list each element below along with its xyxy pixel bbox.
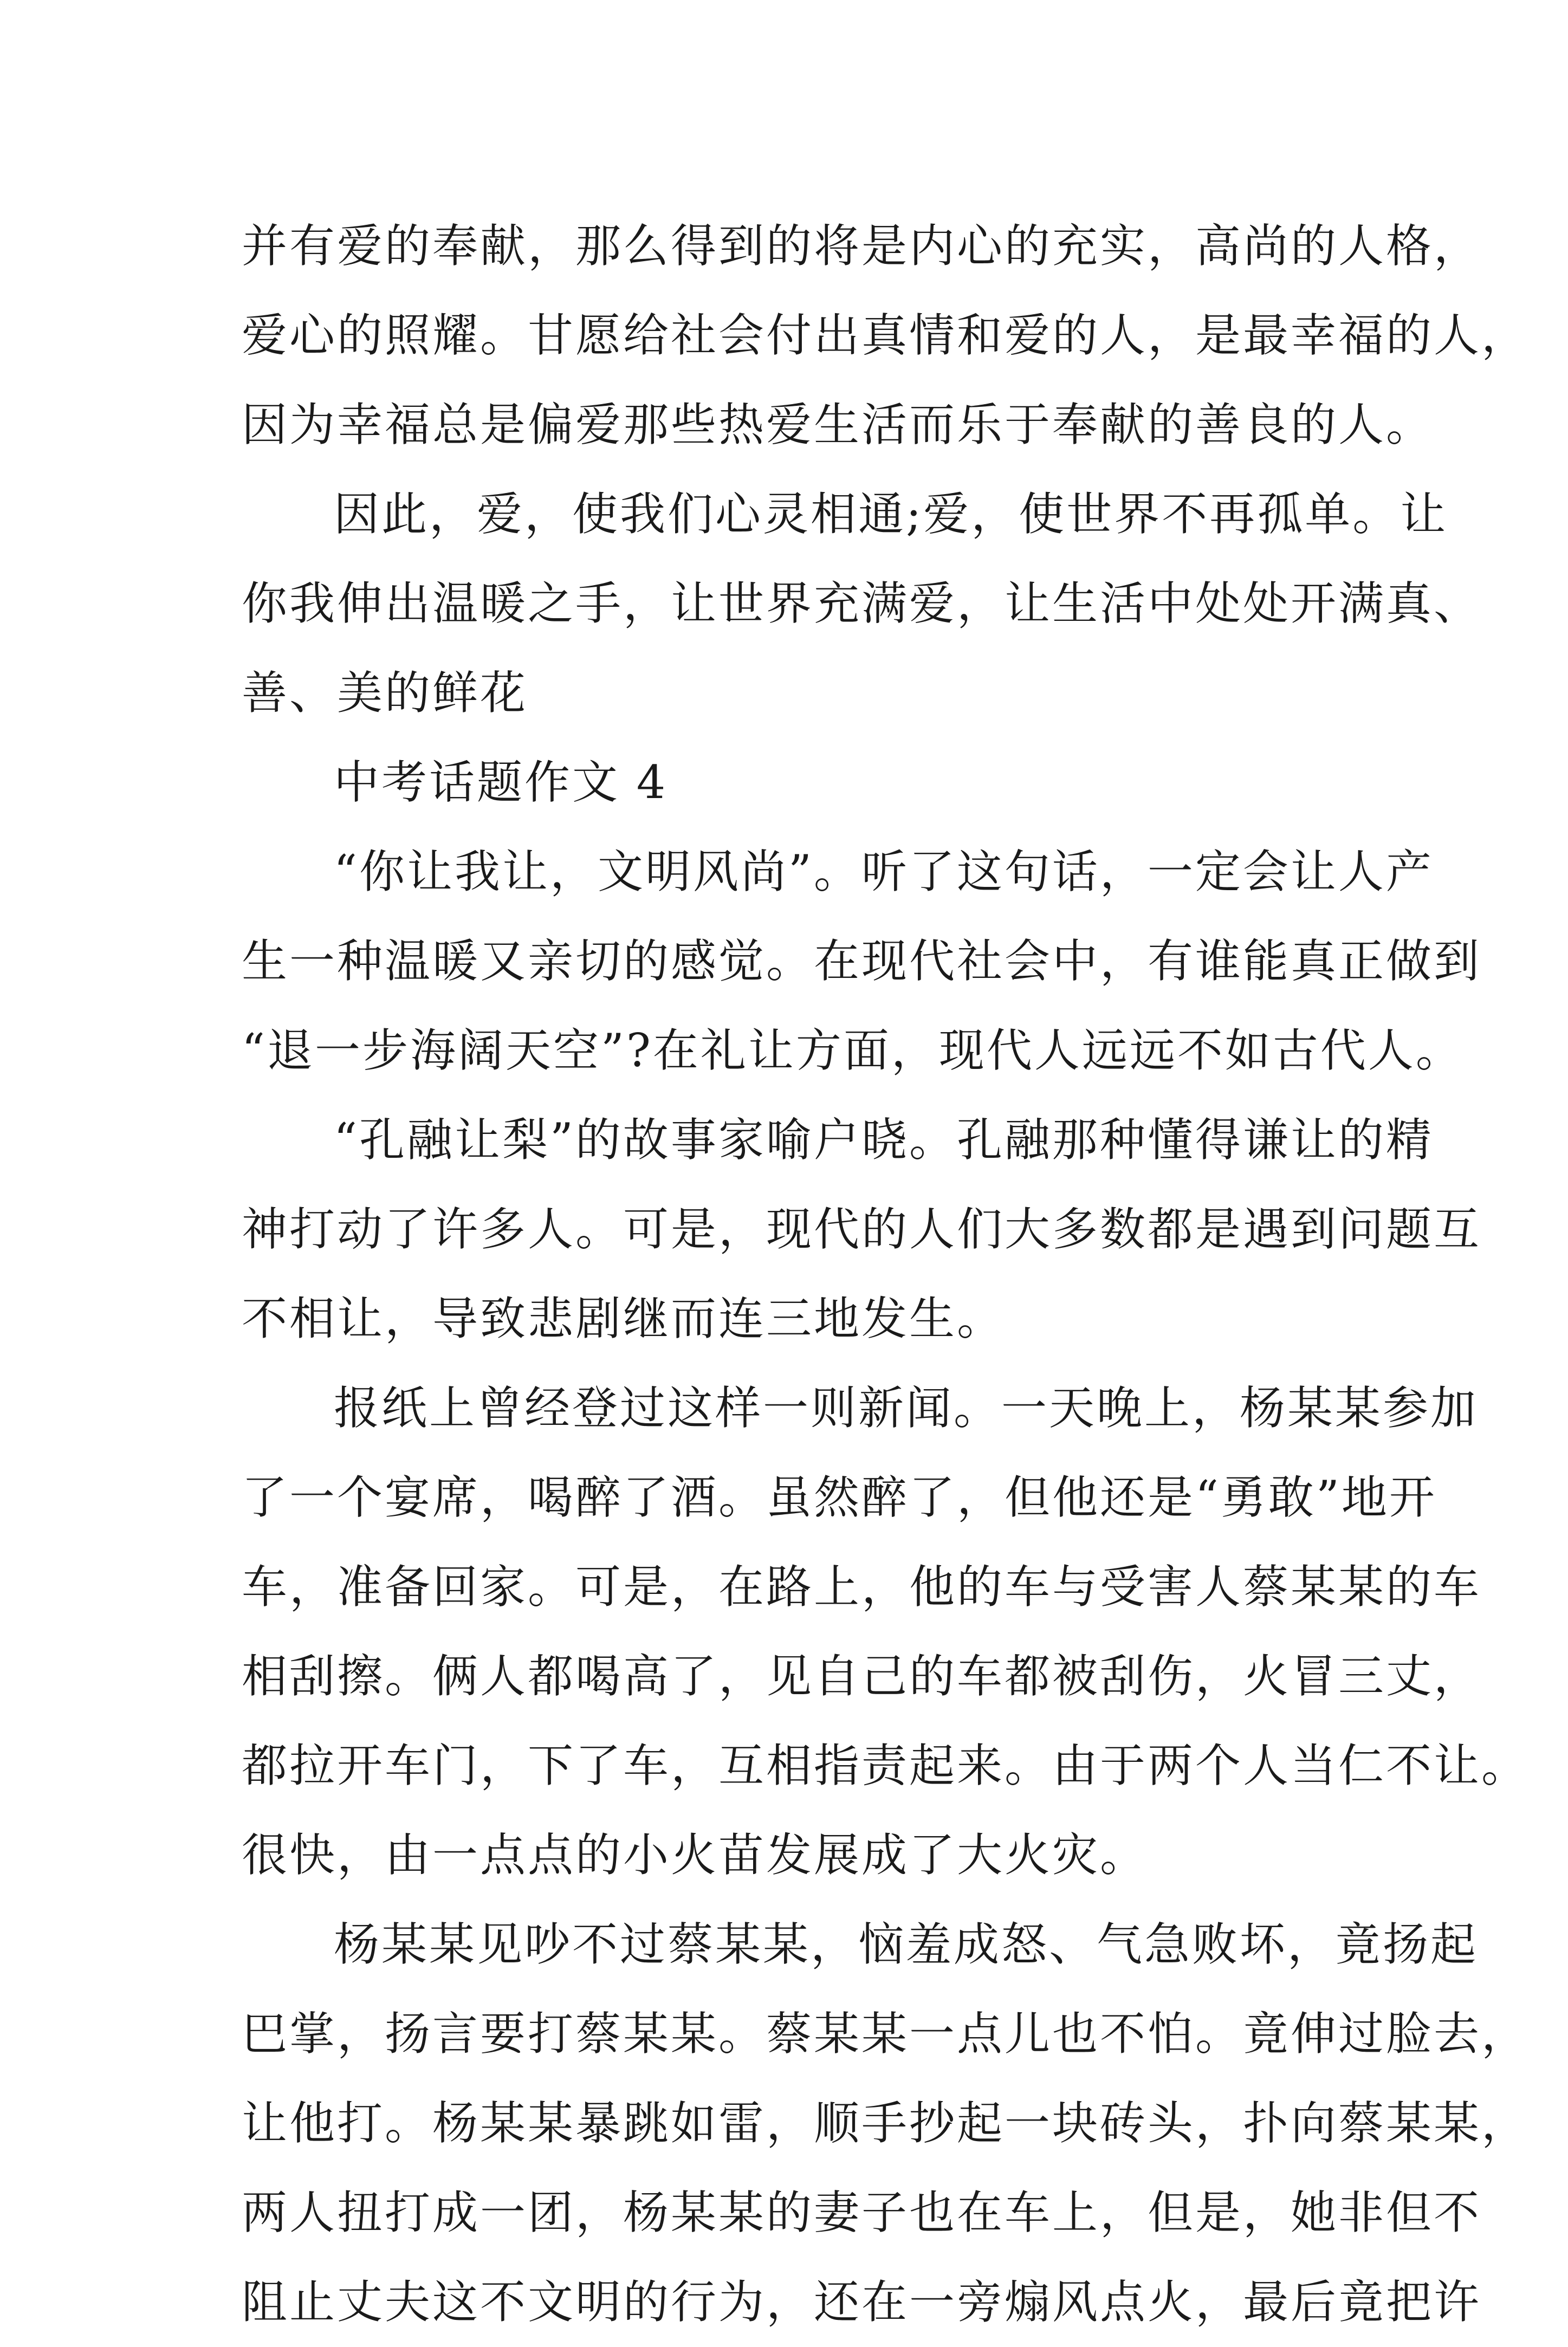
text-line: 车，准备回家。可是，在路上，他的车与受害人蔡某某的车: [242, 1560, 1482, 1613]
text-line: 神打动了许多人。可是，现代的人们大多数都是遇到问题互: [242, 1203, 1482, 1256]
text-line: 爱心的照耀。甘愿给社会付出真情和爱的人，是最幸福的人，: [242, 309, 1530, 362]
text-line: 因为幸福总是偏爱那些热爱生活而乐于奉献的善良的人。: [242, 398, 1434, 451]
text-line: “退一步海阔天空”?在礼让方面，现代人远远不如古代人。: [242, 1024, 1463, 1077]
text-line: 都拉开车门，下了车，互相指责起来。由于两个人当仁不让。: [242, 1739, 1530, 1792]
paragraph-start-line: “孔融让梨”的故事家喻户晓。孔融那种懂得谦让的精: [334, 1113, 1434, 1166]
text-line: 让他打。杨某某暴跳如雷，顺手抄起一块砖头，扑向蔡某某，: [242, 2097, 1530, 2150]
text-line: 并有爱的奉献，那么得到的将是内心的充实，高尚的人格，: [242, 219, 1482, 273]
text-line: 你我伸出温暖之手，让世界充满爱，让生活中处处开满真、: [242, 577, 1482, 630]
text-line: 很快，由一点点的小火苗发展成了大火灾。: [242, 1829, 1148, 1882]
text-line: 了一个宴席，喝醉了酒。虽然醉了，但他还是“勇敢”地开: [242, 1471, 1437, 1524]
text-line: 巴掌，扬言要打蔡某某。蔡某某一点儿也不怕。竟伸过脸去，: [242, 2007, 1530, 2060]
paragraph-start-line: 因此，爱，使我们心灵相通;爱，使世界不再孤单。让: [334, 488, 1448, 541]
paragraph-start-line: 报纸上曾经登过这样一则新闻。一天晚上，杨某某参加: [334, 1382, 1479, 1435]
section-heading: 中考话题作文 4: [334, 756, 668, 809]
text-line: 不相让，导致悲剧继而连三地发生。: [242, 1292, 1005, 1345]
essay-text: [242, 202, 1530, 2347]
text-line: 相刮擦。俩人都喝高了，见自己的车都被刮伤，火冒三丈，: [242, 1650, 1482, 1703]
text-line: 阻止丈夫这不文明的行为，还在一旁煽风点火，最后竟把许: [242, 2275, 1482, 2329]
text-line: 生一种温暖又亲切的感觉。在现代社会中，有谁能真正做到: [242, 935, 1482, 988]
paragraph-start-line: 杨某某见吵不过蔡某某，恼羞成怒、气急败坏，竟扬起: [334, 1918, 1479, 1971]
text-line: 两人扭打成一团，杨某某的妻子也在车上，但是，她非但不: [242, 2186, 1482, 2239]
paragraph-start-line: “你让我让，文明风尚”。听了这句话，一定会让人产: [334, 845, 1434, 898]
text-line: 善、美的鲜花: [242, 666, 528, 719]
